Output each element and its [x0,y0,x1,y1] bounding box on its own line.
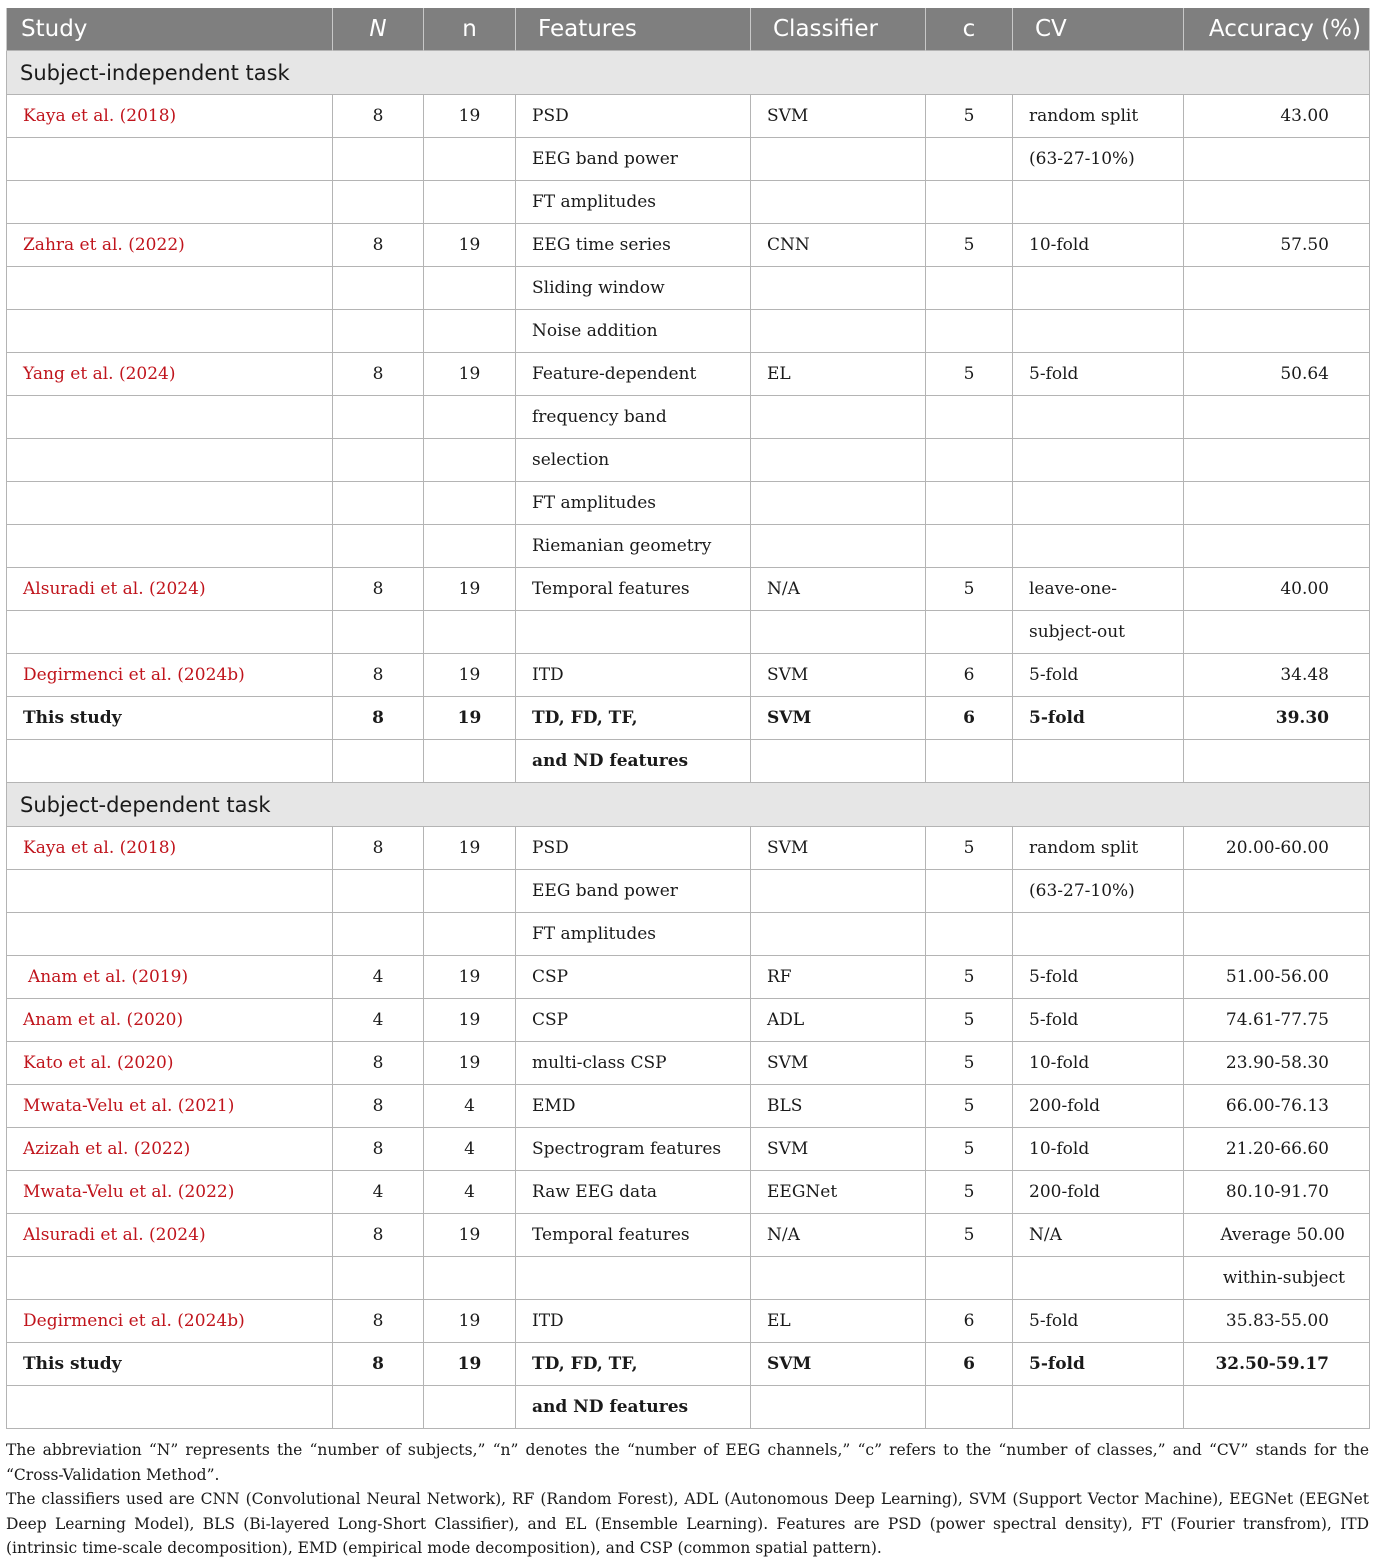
cell-study [7,181,333,224]
cell-num-subjects [333,267,424,310]
cell-features: multi-class CSP [516,1042,751,1085]
table-row [7,1386,1370,1429]
table-row [7,482,1370,525]
cell-accuracy [1184,396,1370,439]
cell-num-channels: 19 [424,697,516,740]
cell-study [7,138,333,181]
cell-accuracy: 40.00 [1184,568,1370,611]
cell-cv: (63-27-10%) [1013,870,1184,913]
cell-accuracy: 34.48 [1184,654,1370,697]
cell-study: Kaya et al. (2018) [7,95,333,138]
cell-num-classes [926,181,1013,224]
table-footnote [6,1438,1369,1561]
cell-num-classes [926,1257,1013,1300]
cell-accuracy [1184,913,1370,956]
table-row [7,353,1370,396]
cell-num-classes: 5 [926,1042,1013,1085]
cell-classifier: BLS [751,1085,926,1128]
cell-features: Feature-dependent [516,353,751,396]
cell-num-classes: 6 [926,1300,1013,1343]
cell-num-classes: 5 [926,999,1013,1042]
cell-features [516,1257,751,1300]
cell-num-subjects: 4 [333,956,424,999]
cell-study: Alsuradi et al. (2024) [7,568,333,611]
cell-classifier: SVM [751,827,926,870]
table-row [7,740,1370,783]
table-row [7,1128,1370,1171]
cell-num-channels: 19 [424,568,516,611]
cell-classifier: ADL [751,999,926,1042]
comparison-table [6,8,1370,1429]
cell-num-classes [926,611,1013,654]
cell-num-subjects [333,138,424,181]
cell-classifier: EL [751,1300,926,1343]
table-row [7,1042,1370,1085]
cell-cv: subject-out [1013,611,1184,654]
cell-classifier [751,1257,926,1300]
cell-features: Spectrogram features [516,1128,751,1171]
header-N: N [333,8,424,51]
cell-num-classes: 5 [926,353,1013,396]
table-row [7,1257,1370,1300]
cell-num-channels: 19 [424,353,516,396]
cell-accuracy: 20.00-60.00 [1184,827,1370,870]
cell-study [7,439,333,482]
cell-num-subjects [333,525,424,568]
cell-num-classes: 5 [926,1128,1013,1171]
cell-classifier [751,439,926,482]
cell-classifier [751,740,926,783]
header-classifier: Classifier [751,8,926,51]
cell-num-channels [424,138,516,181]
cell-num-subjects: 8 [333,568,424,611]
cell-study [7,740,333,783]
cell-num-classes [926,482,1013,525]
table-row [7,1171,1370,1214]
section-title: Subject-independent task [7,51,1370,95]
cell-num-channels [424,740,516,783]
table-row [7,956,1370,999]
cell-study: Degirmenci et al. (2024b) [7,654,333,697]
header-study: Study [7,8,333,51]
cell-cv [1013,1386,1184,1429]
cell-cv [1013,740,1184,783]
table-row [7,267,1370,310]
cell-study: Alsuradi et al. (2024) [7,1214,333,1257]
cell-cv [1013,310,1184,353]
cell-num-channels: 4 [424,1128,516,1171]
cell-num-subjects [333,1257,424,1300]
cell-accuracy [1184,525,1370,568]
cell-study [7,525,333,568]
cell-classifier: EEGNet [751,1171,926,1214]
cell-features: ITD [516,654,751,697]
cell-cv: random split [1013,827,1184,870]
cell-num-classes: 5 [926,224,1013,267]
cell-num-channels [424,396,516,439]
table-row [7,697,1370,740]
cell-num-classes: 6 [926,654,1013,697]
cell-num-subjects: 8 [333,1085,424,1128]
cell-features: PSD [516,95,751,138]
cell-num-subjects [333,439,424,482]
cell-num-classes [926,267,1013,310]
cell-num-channels [424,611,516,654]
cell-cv: (63-27-10%) [1013,138,1184,181]
cell-num-subjects: 8 [333,1214,424,1257]
cell-accuracy: 35.83-55.00 [1184,1300,1370,1343]
table-row [7,870,1370,913]
cell-accuracy: 80.10-91.70 [1184,1171,1370,1214]
cell-study: Mwata-Velu et al. (2021) [7,1085,333,1128]
cell-classifier [751,310,926,353]
cell-features: EEG band power [516,870,751,913]
cell-features: Raw EEG data [516,1171,751,1214]
cell-cv: random split [1013,95,1184,138]
cell-cv: 5-fold [1013,1343,1184,1386]
table-row [7,224,1370,267]
cell-num-classes: 5 [926,1171,1013,1214]
cell-num-classes [926,439,1013,482]
cell-cv: 10-fold [1013,1128,1184,1171]
cell-cv [1013,267,1184,310]
cell-study [7,1257,333,1300]
footnote-line: The classifiers used are CNN (Convolutional Neural Network), RF (Random Forest), ADL (Autonomous Deep Learning), SVM (Support Vector Machine), EEGNet (EEGNet Deep Learning Model), BLS (Bi-layered Long-Short Classifier), and EL (Ensemble Learning). Features are PSD (power spectral density), FT (Fourier transfrom), ITD (intrinsic time-scale decomposition), EMD (empirical mode decomposition), and CSP (common spatial pattern). [6,1490,1369,1557]
cell-cv: leave-one- [1013,568,1184,611]
cell-cv: 10-fold [1013,1042,1184,1085]
cell-accuracy [1184,138,1370,181]
cell-features: EEG band power [516,138,751,181]
table-row [7,138,1370,181]
table-row [7,999,1370,1042]
cell-accuracy: 23.90-58.30 [1184,1042,1370,1085]
cell-num-channels [424,870,516,913]
cell-num-subjects [333,482,424,525]
table-row [7,181,1370,224]
cell-classifier: SVM [751,1343,926,1386]
cell-accuracy [1184,310,1370,353]
cell-classifier: N/A [751,1214,926,1257]
cell-study [7,913,333,956]
cell-num-subjects [333,1386,424,1429]
table-header-row [7,8,1370,51]
cell-study: Mwata-Velu et al. (2022) [7,1171,333,1214]
cell-cv: 10-fold [1013,224,1184,267]
cell-accuracy: 57.50 [1184,224,1370,267]
cell-classifier [751,913,926,956]
cell-cv: N/A [1013,1214,1184,1257]
cell-features: frequency band [516,396,751,439]
header-features: Features [516,8,751,51]
cell-accuracy: 74.61-77.75 [1184,999,1370,1042]
cell-num-channels [424,1257,516,1300]
cell-num-channels: 19 [424,1343,516,1386]
cell-classifier [751,1386,926,1429]
cell-classifier: RF [751,956,926,999]
table-row [7,568,1370,611]
cell-num-classes [926,913,1013,956]
cell-num-classes [926,740,1013,783]
cell-study [7,870,333,913]
cell-num-subjects: 8 [333,1300,424,1343]
cell-num-subjects: 8 [333,1042,424,1085]
cell-num-classes: 5 [926,1085,1013,1128]
header-n: n [424,8,516,51]
cell-num-channels [424,913,516,956]
cell-num-subjects: 8 [333,1343,424,1386]
cell-cv [1013,482,1184,525]
cell-num-classes: 5 [926,568,1013,611]
cell-classifier [751,611,926,654]
cell-classifier: N/A [751,568,926,611]
cell-features: CSP [516,999,751,1042]
cell-cv: 5-fold [1013,999,1184,1042]
cell-cv [1013,1257,1184,1300]
footnote-line: The abbreviation “N” represents the “number of subjects,” “n” denotes the “number of EEG channels,” “c” refers to the “number of classes,” and “CV” stands for the “Cross-Validation Method”. [6,1441,1369,1484]
cell-classifier [751,396,926,439]
cell-accuracy: 51.00-56.00 [1184,956,1370,999]
cell-num-channels [424,439,516,482]
cell-num-subjects [333,870,424,913]
cell-num-channels: 19 [424,827,516,870]
table-row [7,827,1370,870]
cell-classifier [751,870,926,913]
cell-num-subjects: 8 [333,353,424,396]
cell-num-channels [424,525,516,568]
cell-num-subjects: 8 [333,654,424,697]
cell-num-classes: 6 [926,1343,1013,1386]
section-title: Subject-dependent task [7,783,1370,827]
cell-study: Azizah et al. (2022) [7,1128,333,1171]
cell-features: Noise addition [516,310,751,353]
cell-num-subjects: 8 [333,224,424,267]
cell-accuracy [1184,267,1370,310]
cell-features: and ND features [516,740,751,783]
cell-num-channels: 4 [424,1085,516,1128]
table-row [7,396,1370,439]
cell-num-subjects: 8 [333,95,424,138]
cell-accuracy [1184,1386,1370,1429]
cell-features: PSD [516,827,751,870]
cell-accuracy [1184,611,1370,654]
cell-num-subjects [333,396,424,439]
cell-num-channels: 4 [424,1171,516,1214]
cell-num-classes [926,310,1013,353]
cell-cv: 5-fold [1013,697,1184,740]
cell-study: Anam et al. (2019) [7,956,333,999]
cell-num-subjects [333,181,424,224]
cell-study: Kaya et al. (2018) [7,827,333,870]
cell-study [7,611,333,654]
cell-features: and ND features [516,1386,751,1429]
cell-accuracy [1184,439,1370,482]
cell-cv: 200-fold [1013,1171,1184,1214]
cell-cv [1013,439,1184,482]
cell-num-subjects [333,310,424,353]
cell-classifier: CNN [751,224,926,267]
cell-features: Temporal features [516,568,751,611]
cell-features: TD, FD, TF, [516,697,751,740]
cell-classifier: SVM [751,654,926,697]
cell-features: Sliding window [516,267,751,310]
cell-features: Temporal features [516,1214,751,1257]
cell-features: EMD [516,1085,751,1128]
cell-features: FT amplitudes [516,181,751,224]
cell-num-classes [926,870,1013,913]
cell-study: Kato et al. (2020) [7,1042,333,1085]
cell-cv: 5-fold [1013,353,1184,396]
cell-accuracy: 43.00 [1184,95,1370,138]
cell-accuracy: 50.64 [1184,353,1370,396]
cell-num-channels: 19 [424,224,516,267]
cell-num-subjects [333,913,424,956]
header-cv: CV [1013,8,1184,51]
section-header-row [7,51,1370,95]
cell-num-subjects: 8 [333,827,424,870]
cell-study: This study [7,1343,333,1386]
cell-cv [1013,913,1184,956]
table-row [7,611,1370,654]
cell-num-channels [424,482,516,525]
cell-features: FT amplitudes [516,482,751,525]
table-row [7,913,1370,956]
cell-num-channels: 19 [424,1300,516,1343]
cell-num-subjects: 4 [333,999,424,1042]
cell-study [7,396,333,439]
cell-num-classes: 5 [926,956,1013,999]
cell-accuracy: 32.50-59.17 [1184,1343,1370,1386]
table-row [7,439,1370,482]
table-row [7,654,1370,697]
cell-classifier: SVM [751,697,926,740]
cell-num-channels: 19 [424,654,516,697]
table-body [7,51,1370,1429]
cell-num-classes [926,1386,1013,1429]
cell-accuracy: 21.20-66.60 [1184,1128,1370,1171]
header-c: c [926,8,1013,51]
cell-study [7,1386,333,1429]
cell-num-classes: 5 [926,95,1013,138]
cell-study: Anam et al. (2020) [7,999,333,1042]
cell-classifier [751,482,926,525]
cell-accuracy [1184,870,1370,913]
cell-cv [1013,181,1184,224]
cell-cv: 5-fold [1013,956,1184,999]
cell-num-classes [926,396,1013,439]
cell-features: Riemanian geometry [516,525,751,568]
cell-num-classes: 5 [926,827,1013,870]
cell-accuracy: 66.00-76.13 [1184,1085,1370,1128]
cell-num-channels [424,267,516,310]
cell-features: EEG time series [516,224,751,267]
cell-classifier: SVM [751,95,926,138]
table-row [7,1214,1370,1257]
cell-classifier: EL [751,353,926,396]
cell-classifier: SVM [751,1042,926,1085]
cell-accuracy: 39.30 [1184,697,1370,740]
cell-cv [1013,396,1184,439]
table-row [7,1343,1370,1386]
cell-cv: 200-fold [1013,1085,1184,1128]
comparison-table-container [6,8,1369,1561]
cell-num-channels [424,1386,516,1429]
cell-num-channels: 19 [424,1214,516,1257]
cell-features: TD, FD, TF, [516,1343,751,1386]
cell-study [7,310,333,353]
cell-classifier [751,267,926,310]
table-row [7,525,1370,568]
cell-num-channels: 19 [424,1042,516,1085]
table-row [7,1300,1370,1343]
cell-num-channels [424,181,516,224]
cell-features: selection [516,439,751,482]
cell-study: Degirmenci et al. (2024b) [7,1300,333,1343]
cell-num-subjects: 8 [333,697,424,740]
cell-study [7,482,333,525]
cell-num-channels: 19 [424,956,516,999]
cell-num-channels [424,310,516,353]
cell-classifier [751,181,926,224]
cell-study: Yang et al. (2024) [7,353,333,396]
cell-accuracy: Average 50.00 [1184,1214,1370,1257]
cell-cv [1013,525,1184,568]
cell-num-subjects: 8 [333,1128,424,1171]
cell-num-classes: 6 [926,697,1013,740]
cell-study: Zahra et al. (2022) [7,224,333,267]
cell-features [516,611,751,654]
cell-features: ITD [516,1300,751,1343]
cell-classifier [751,525,926,568]
cell-num-subjects: 4 [333,1171,424,1214]
cell-classifier: SVM [751,1128,926,1171]
table-row [7,310,1370,353]
cell-num-classes: 5 [926,1214,1013,1257]
cell-num-classes [926,138,1013,181]
cell-features: FT amplitudes [516,913,751,956]
header-accuracy: Accuracy (%) [1184,8,1370,51]
cell-study: This study [7,697,333,740]
cell-cv: 5-fold [1013,1300,1184,1343]
cell-num-classes [926,525,1013,568]
cell-features: CSP [516,956,751,999]
table-row [7,1085,1370,1128]
cell-num-subjects [333,611,424,654]
cell-accuracy [1184,482,1370,525]
cell-accuracy [1184,740,1370,783]
cell-classifier [751,138,926,181]
table-row [7,95,1370,138]
cell-num-channels: 19 [424,95,516,138]
cell-study [7,267,333,310]
section-header-row [7,783,1370,827]
cell-accuracy: within-subject [1184,1257,1370,1300]
cell-num-subjects [333,740,424,783]
cell-num-channels: 19 [424,999,516,1042]
cell-cv: 5-fold [1013,654,1184,697]
cell-accuracy [1184,181,1370,224]
